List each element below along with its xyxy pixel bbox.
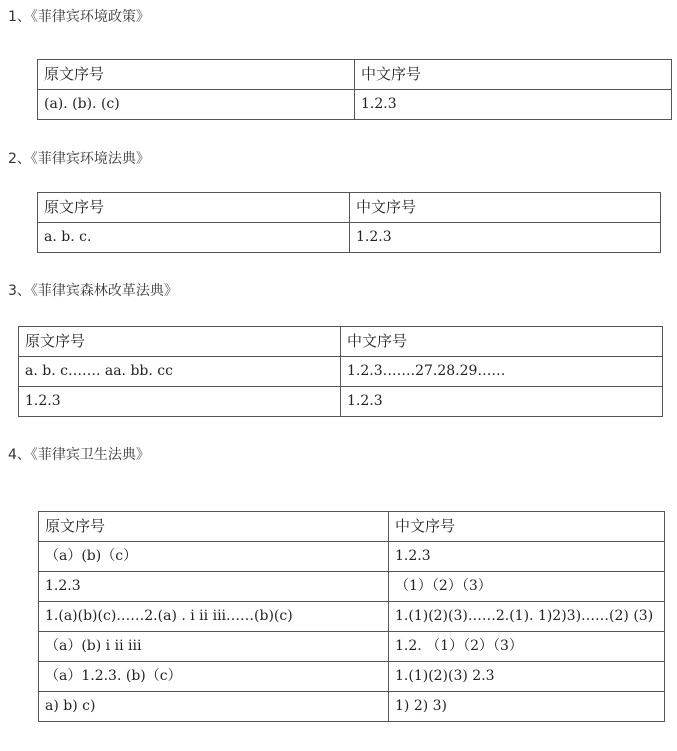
table-header-row xyxy=(38,193,661,223)
header-chinese-number: 中文序号 xyxy=(355,60,672,90)
cell-chinese: 1.2.3 xyxy=(350,223,661,253)
cell-chinese: 1) 2) 3) xyxy=(389,692,665,722)
section-2-heading: 2、《菲律宾环境法典》 xyxy=(8,151,150,167)
table-row xyxy=(38,90,672,120)
cell-original: a) b) c) xyxy=(39,692,389,722)
table-row xyxy=(39,572,665,602)
cell-chinese: 1.(1)(2)(3) 2.3 xyxy=(389,662,665,692)
table-header-row xyxy=(39,512,665,542)
cell-original: 1.2.3 xyxy=(39,572,389,602)
header-chinese-number: 中文序号 xyxy=(350,193,661,223)
table-row xyxy=(19,387,663,417)
header-original-number: 原文序号 xyxy=(38,60,355,90)
header-chinese-number: 中文序号 xyxy=(341,327,663,357)
cell-original: a. b. c……. aa. bb. cc xyxy=(19,357,341,387)
table-row xyxy=(39,692,665,722)
cell-original: a. b. c. xyxy=(38,223,350,253)
section-1-table xyxy=(37,59,672,120)
header-original-number: 原文序号 xyxy=(19,327,341,357)
table-row xyxy=(19,357,663,387)
table-header-row xyxy=(19,327,663,357)
cell-original: （a）1.2.3. (b)（c） xyxy=(39,662,389,692)
cell-original: （a）(b) i ii iii xyxy=(39,632,389,662)
cell-original: （a）(b)（c） xyxy=(39,542,389,572)
table-row xyxy=(39,602,665,632)
header-chinese-number: 中文序号 xyxy=(389,512,665,542)
cell-chinese: （1）（2）（3） xyxy=(389,572,665,602)
cell-chinese: 1.2.3 xyxy=(389,542,665,572)
table-row xyxy=(39,632,665,662)
section-4-table xyxy=(38,511,665,722)
table-row xyxy=(38,223,661,253)
cell-chinese: 1.2.3 xyxy=(355,90,672,120)
table-row xyxy=(39,542,665,572)
cell-original: (a). (b). (c) xyxy=(38,90,355,120)
table-header-row xyxy=(38,60,672,90)
cell-original: 1.(a)(b)(c)……2.(a) . i ii iii……(b)(c) xyxy=(39,602,389,632)
section-3-heading: 3、《菲律宾森林改革法典》 xyxy=(8,283,178,299)
section-1-heading: 1、《菲律宾环境政策》 xyxy=(8,9,150,25)
section-4-heading: 4、《菲律宾卫生法典》 xyxy=(8,447,150,463)
cell-original: 1.2.3 xyxy=(19,387,341,417)
section-2-table xyxy=(37,192,661,253)
header-original-number: 原文序号 xyxy=(38,193,350,223)
cell-chinese: 1.2.3 xyxy=(341,387,663,417)
table-row xyxy=(39,662,665,692)
cell-chinese: 1.(1)(2)(3)……2.(1). 1)2)3)……(2) (3) xyxy=(389,602,665,632)
header-original-number: 原文序号 xyxy=(39,512,389,542)
cell-chinese: 1.2.3…….27.28.29…… xyxy=(341,357,663,387)
section-3-table xyxy=(18,326,663,417)
cell-chinese: 1.2. （1）（2）（3） xyxy=(389,632,665,662)
